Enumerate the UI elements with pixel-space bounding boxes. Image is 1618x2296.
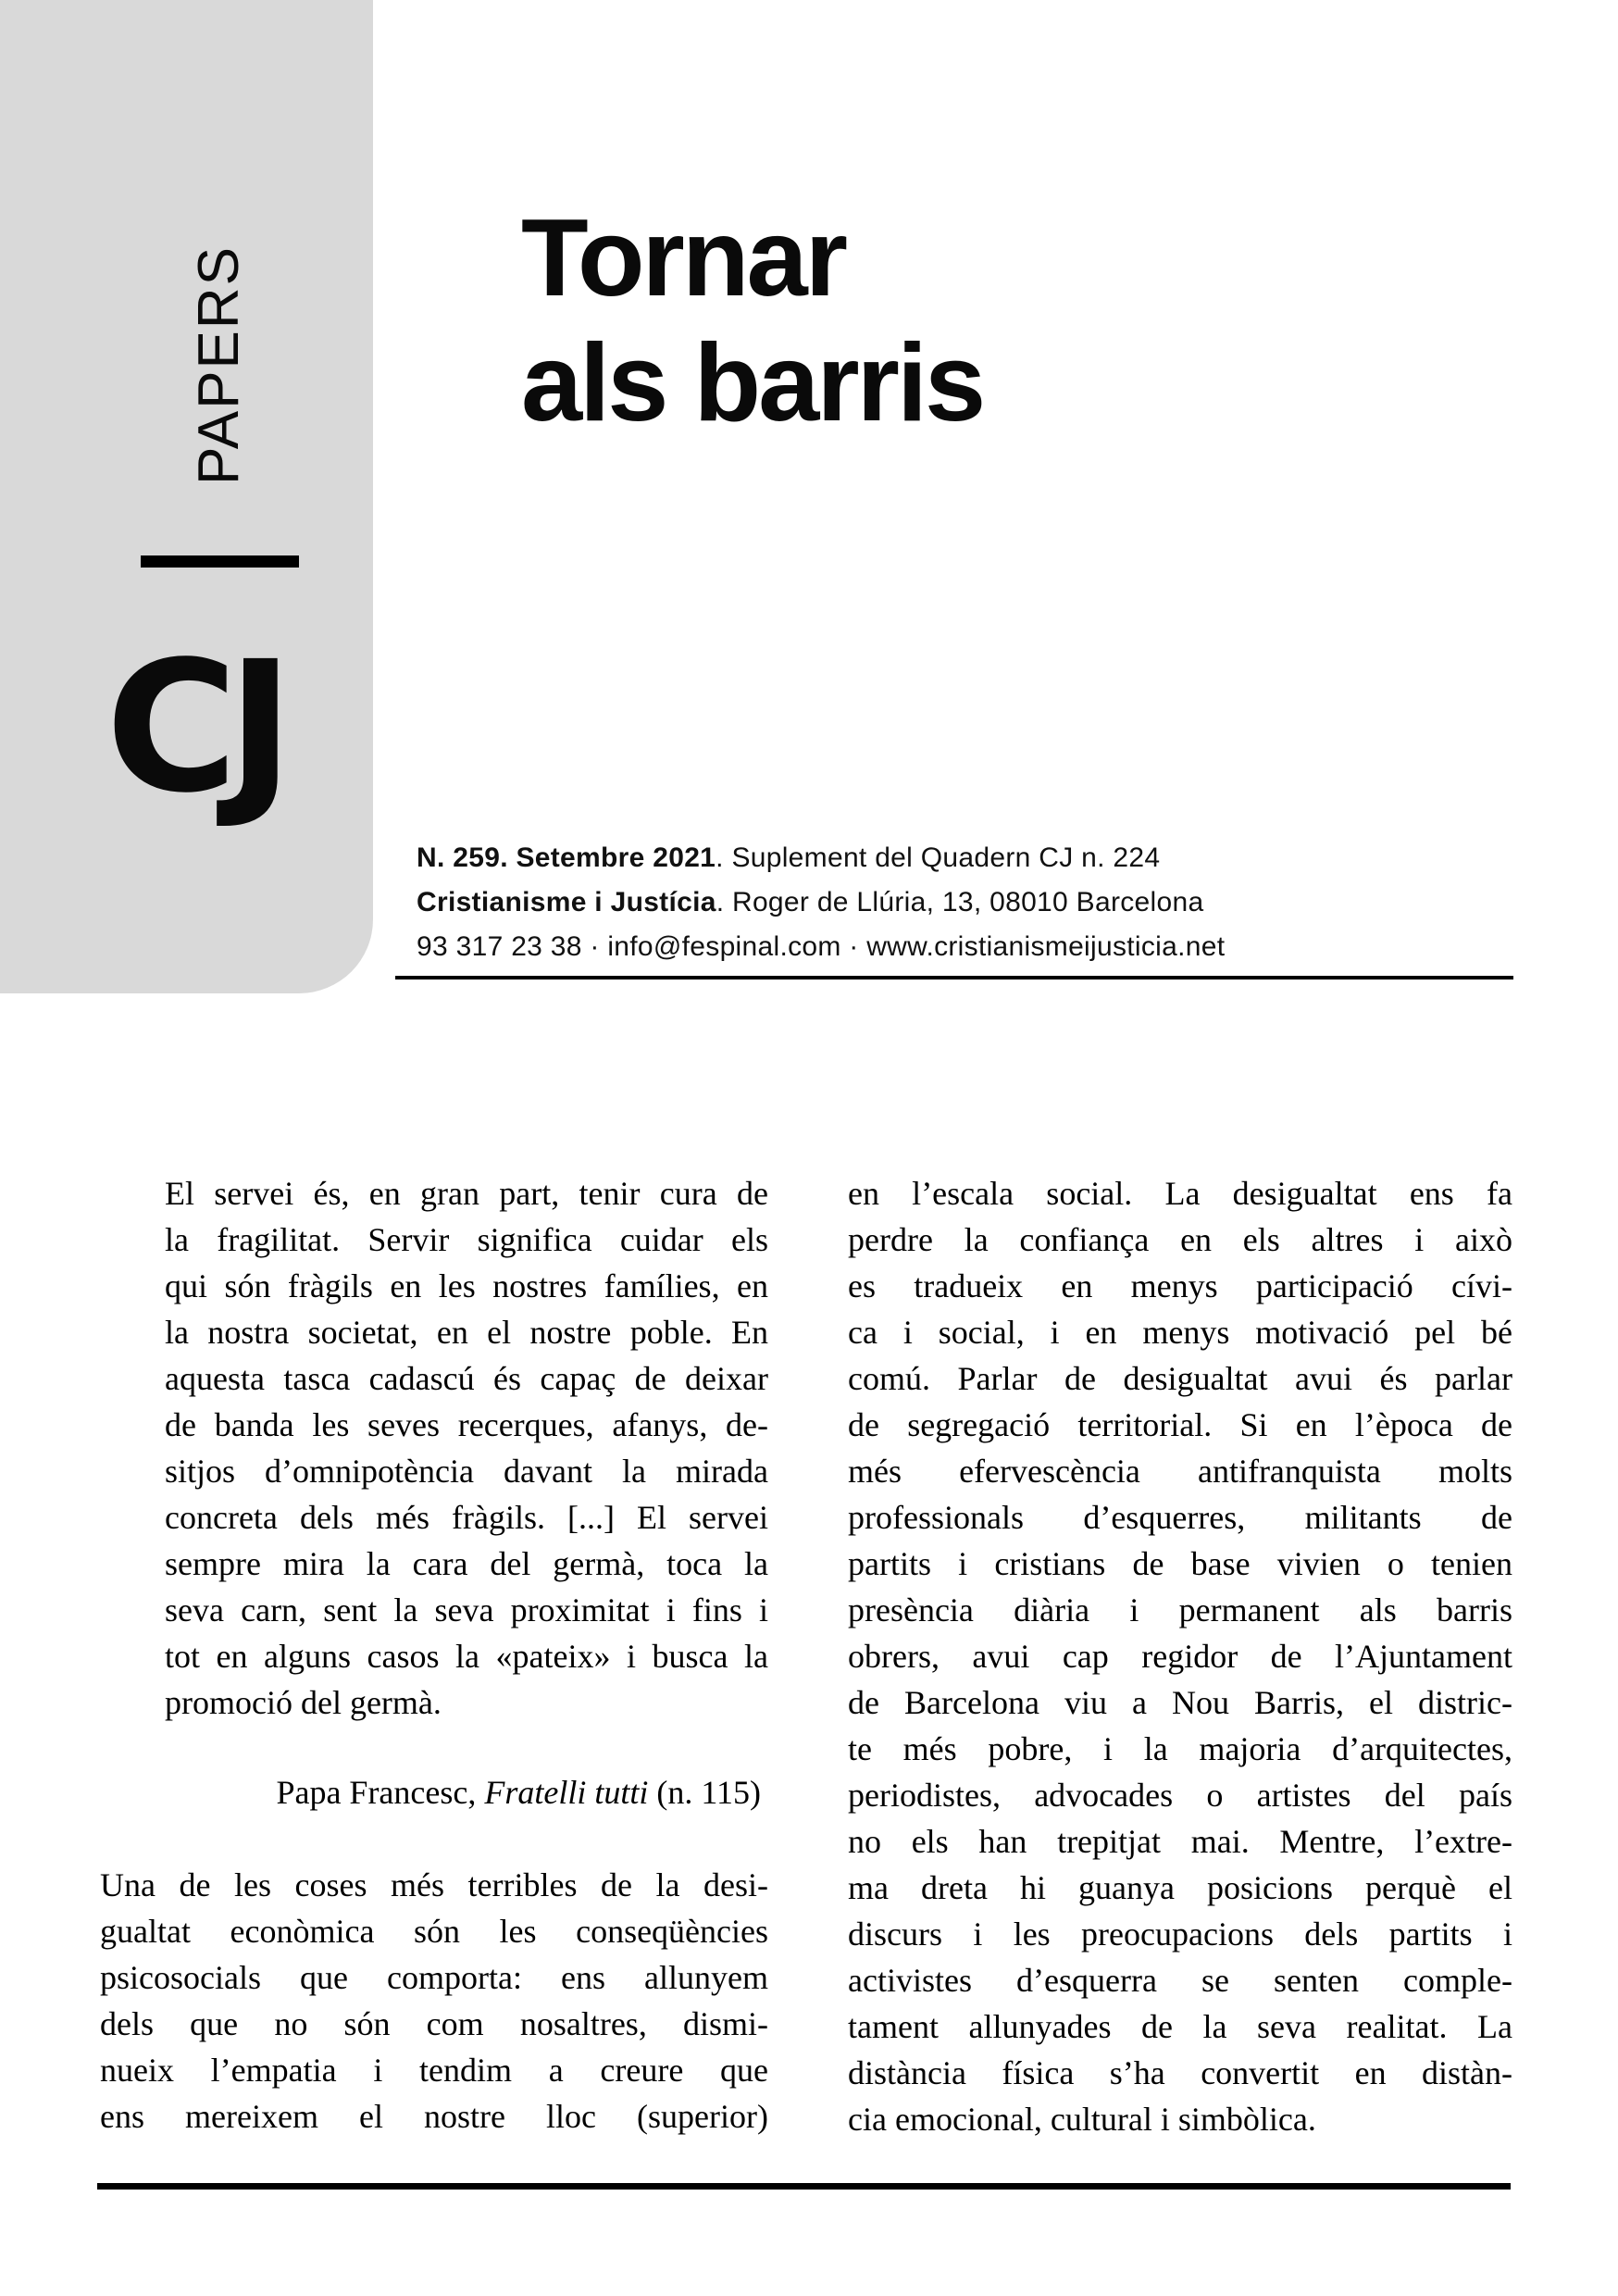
masthead-divider-bar	[141, 555, 299, 568]
page-title	[521, 195, 983, 445]
body-text-line: partits i cristians de base vivien o tenien	[848, 1545, 1512, 1582]
body-text-line: distància física s’ha convertit en distàn-	[848, 2054, 1512, 2091]
publication-info	[417, 836, 1225, 969]
body-text-line: te més pobre, i la majoria d’arquitectes,	[848, 1730, 1512, 1767]
body-text-line: comú. Parlar de desigualtat avui és parlar	[848, 1360, 1512, 1397]
quote-line: la nostra societat, en el nostre poble. En	[165, 1314, 768, 1351]
body-text-line: professionals d’esquerres, militants de	[848, 1499, 1512, 1536]
quote-line: tot en alguns casos la «pateix» i busca la	[165, 1638, 768, 1675]
body-text-line: en l’escala social. La desigualtat ens fa	[848, 1175, 1512, 1212]
quote-line: sempre mira la cara del germà, toca la	[165, 1545, 768, 1582]
title-line-1: Tornar	[521, 196, 846, 319]
header-rule	[395, 976, 1513, 980]
body-text-line: presència diària i permanent als barris	[848, 1591, 1512, 1628]
footer-rule	[97, 2183, 1511, 2190]
body-text-line: de segregació territorial. Si en l’època de	[848, 1406, 1512, 1443]
quote-line: de banda les seves recerques, afanys, de-	[165, 1406, 768, 1443]
quote-line: El servei és, en gran part, tenir cura de	[165, 1175, 768, 1212]
quote-attribution	[100, 1769, 761, 1816]
contact-line: 93 317 23 38 · info@fespinal.com · www.cristianismeijusticia.net	[417, 931, 1226, 962]
body-text-line: nueix l’empatia i tendim a creure que	[100, 2052, 768, 2089]
quote-line: concreta dels més fràgils. [...] El servei	[165, 1499, 768, 1536]
quote-line: sitjos d’omnipotència davant la mirada	[165, 1453, 768, 1490]
cj-logo: CJ	[106, 622, 283, 832]
issue-supplement: . Suplement del Quadern CJ n. 224	[716, 842, 1161, 873]
body-text-line: no els han trepitjat mai. Mentre, l’extre-	[848, 1823, 1512, 1860]
body-text-line: discurs i les preocupacions dels partits i	[848, 1915, 1512, 1953]
quote-line: aquesta tasca cadascú és capaç de deixar	[165, 1360, 768, 1397]
attribution-work-title: Fratelli tutti	[484, 1774, 649, 1811]
body-column-2-paragraph	[848, 1170, 1512, 2142]
body-text-line: perdre la confiança en els altres i això	[848, 1221, 1512, 1258]
attribution-reference: (n. 115)	[648, 1774, 761, 1811]
body-text-line: obrers, avui cap regidor de l’Ajuntament	[848, 1638, 1512, 1675]
body-text-line: ens mereixem el nostre lloc (superior)	[100, 2098, 768, 2135]
body-text-line: ca i social, i en menys motivació pel bé	[848, 1314, 1512, 1351]
body-text-line: dels que no són com nosaltres, dismi-	[100, 2005, 768, 2042]
body-text-line: tament allunyades de la seva realitat. La	[848, 2008, 1512, 2045]
body-text-line: activistes d’esquerra se senten comple-	[848, 1962, 1512, 1999]
body-text-line: de Barcelona viu a Nou Barris, el distric-	[848, 1684, 1512, 1721]
body-text-line: periodistes, advocades o artistes del país	[848, 1777, 1512, 1814]
pull-quote	[165, 1170, 768, 1726]
attribution-author: Papa Francesc,	[276, 1774, 485, 1811]
body-text-line: gualtat econòmica són les conseqüències	[100, 1913, 768, 1950]
quote-line: la fragilitat. Servir significa cuidar els	[165, 1221, 768, 1258]
body-text-line: Una de les coses més terribles de la desi-	[100, 1866, 768, 1903]
quote-line: promoció del germà.	[165, 1684, 442, 1721]
masthead-panel	[0, 0, 373, 993]
body-text-line: més efervescència antifranquista molts	[848, 1453, 1512, 1490]
org-line	[417, 880, 1225, 925]
quote-line: seva carn, sent la seva proximitat i fins i	[165, 1591, 768, 1628]
body-text-line: es tradueix en menys participació cívi-	[848, 1267, 1512, 1304]
org-address: . Roger de Llúria, 13, 08010 Barcelona	[716, 887, 1204, 917]
body-text-line: ma dreta hi guanya posicions perquè el	[848, 1869, 1512, 1906]
issue-line	[417, 836, 1225, 880]
issue-number: N. 259. Setembre 2021	[417, 842, 716, 873]
quote-line: qui són fràgils en les nostres famílies, en	[165, 1267, 768, 1304]
body-text-line: cia emocional, cultural i simbòlica.	[848, 2101, 1316, 2138]
papers-vertical-label: PAPERS	[187, 245, 251, 485]
title-line-2: als barris	[521, 321, 984, 444]
body-column-1-paragraph	[100, 1862, 768, 2140]
body-text-line: psicosocials que comporta: ens allunyem	[100, 1959, 768, 1996]
org-name: Cristianisme i Justícia	[417, 887, 716, 917]
